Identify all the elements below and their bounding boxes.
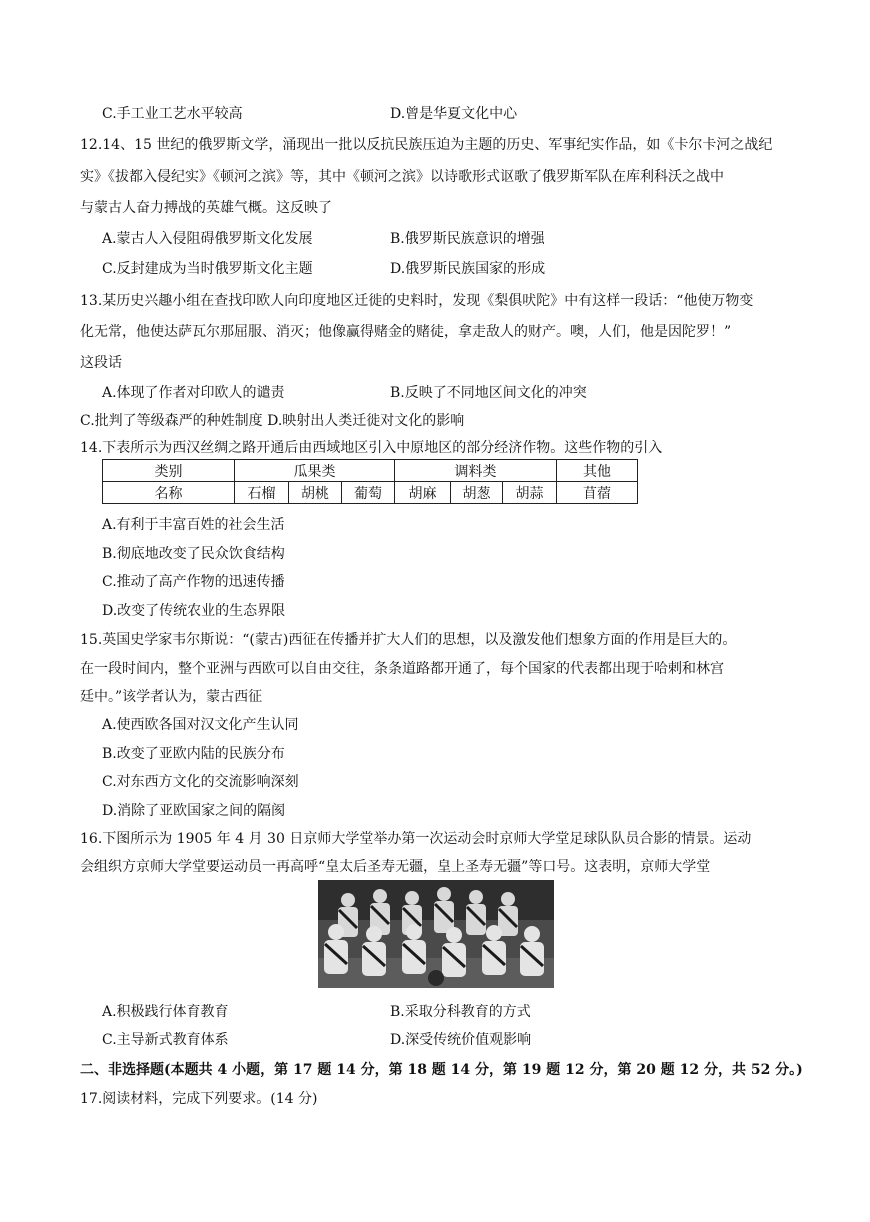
q17-stem: 17.阅读材料，完成下列要求。(14 分) (80, 1091, 318, 1107)
q13-option-a: A.体现了作者对印欧人的谴责 (102, 385, 285, 401)
table-cell: 胡蒜 (503, 482, 557, 504)
table-cell: 调料类 (395, 460, 557, 482)
q12-option-d: D.俄罗斯民族国家的形成 (390, 261, 546, 277)
q12-stem-line2: 实》《拔都入侵纪实》《顿河之滨》等，其中《顿河之滨》以诗歌形式讴歌了俄罗斯军队在库利科沃之战中 (80, 169, 724, 185)
q14-option-a: A.有利于丰富百姓的社会生活 (102, 517, 285, 533)
q16-option-c: C.主导新式教育体系 (102, 1032, 229, 1048)
q12-option-a: A.蒙古人入侵阻碍俄罗斯文化发展 (102, 231, 313, 247)
table-row (103, 482, 638, 504)
q13-option-cd: C.批判了等级森严的种姓制度 D.映射出人类迁徙对文化的影响 (80, 413, 465, 429)
table-cell: 葡萄 (342, 482, 395, 504)
q13-stem-line1: 13.某历史兴趣小组在查找印欧人向印度地区迁徙的史料时，发现《梨俱吠陀》中有这样一段话：“他使万物变 (80, 293, 754, 309)
football-team-photo (318, 880, 554, 988)
q16-stem-line2: 会组织方京师大学堂要运动员一再高呼“皇太后圣寿无疆，皇上圣寿无疆”等口号。这表明，京师大学堂 (80, 859, 711, 875)
q15-option-b: B.改变了亚欧内陆的民族分布 (102, 746, 285, 762)
table-cell: 胡葱 (451, 482, 503, 504)
table-cell: 胡麻 (395, 482, 451, 504)
q12-option-b: B.俄罗斯民族意识的增强 (390, 231, 545, 247)
q15-stem-line2: 在一段时间内，整个亚洲与西欧可以自由交往，条条道路都开通了，每个国家的代表都出现于哈剌和林宫 (80, 661, 724, 677)
q15-stem-line3: 廷中。”该学者认为，蒙古西征 (80, 689, 263, 705)
q15-option-c: C.对东西方文化的交流影响深刻 (102, 774, 299, 790)
q11-option-d: D.曾是华夏文化中心 (390, 106, 518, 122)
q14-stem: 14.下表所示为西汉丝绸之路开通后由西域地区引入中原地区的部分经济作物。这些作物的引入 (80, 440, 663, 456)
q15-option-a: A.使西欧各国对汉文化产生认同 (102, 717, 299, 733)
table-cell: 名称 (103, 482, 235, 504)
table-row (103, 460, 638, 482)
table-cell: 苜蓿 (557, 482, 638, 504)
q13-option-b: B.反映了不同地区间文化的冲突 (390, 385, 587, 401)
q11-option-c: C.手工业工艺水平较高 (102, 106, 243, 122)
q14-option-d: D.改变了传统农业的生态界限 (102, 603, 286, 619)
table-cell: 其他 (557, 460, 638, 482)
q16-stem-line1: 16.下图所示为 1905 年 4 月 30 日京师大学堂举办第一次运动会时京师大学堂足球队队员合影的情景。运动 (80, 831, 752, 847)
q13-stem-line3: 这段话 (80, 355, 122, 371)
q14-option-b: B.彻底地改变了民众饮食结构 (102, 546, 285, 562)
table-cell: 瓜果类 (235, 460, 395, 482)
q15-stem-line1: 15.英国史学家韦尔斯说：“(蒙古)西征在传播并扩大人们的思想，以及激发他们想象方面的作用是巨大的。 (80, 632, 737, 648)
q12-stem-line3: 与蒙古人奋力搏战的英雄气概。这反映了 (80, 200, 332, 216)
q14-option-c: C.推动了高产作物的迅速传播 (102, 574, 285, 590)
table-cell: 胡桃 (289, 482, 342, 504)
table-cell: 石榴 (235, 482, 289, 504)
q12-option-c: C.反封建成为当时俄罗斯文化主题 (102, 261, 313, 277)
crops-table (102, 459, 638, 504)
section-2-heading: 二、非选择题(本题共 4 小题，第 17 题 14 分，第 18 题 14 分，第 19 题 12 分，第 20 题 12 分，共 52 分。) (80, 1062, 803, 1078)
q13-stem-line2: 化无常，他使达萨瓦尔那屈服、消灭；他像赢得赌金的赌徒，拿走敌人的财产。噢，人们，他是因陀罗！” (80, 324, 732, 340)
q12-stem-line1: 12.14、15 世纪的俄罗斯文学，涌现出一批以反抗民族压迫为主题的历史、军事纪实作品，如《卡尔卡河之战纪 (80, 137, 773, 153)
q15-option-d: D.消除了亚欧国家之间的隔阂 (102, 803, 286, 819)
table-cell: 类别 (103, 460, 235, 482)
q16-option-a: A.积极践行体育教育 (102, 1004, 229, 1020)
q16-option-d: D.深受传统价值观影响 (390, 1032, 532, 1048)
q16-option-b: B.采取分科教育的方式 (390, 1004, 531, 1020)
